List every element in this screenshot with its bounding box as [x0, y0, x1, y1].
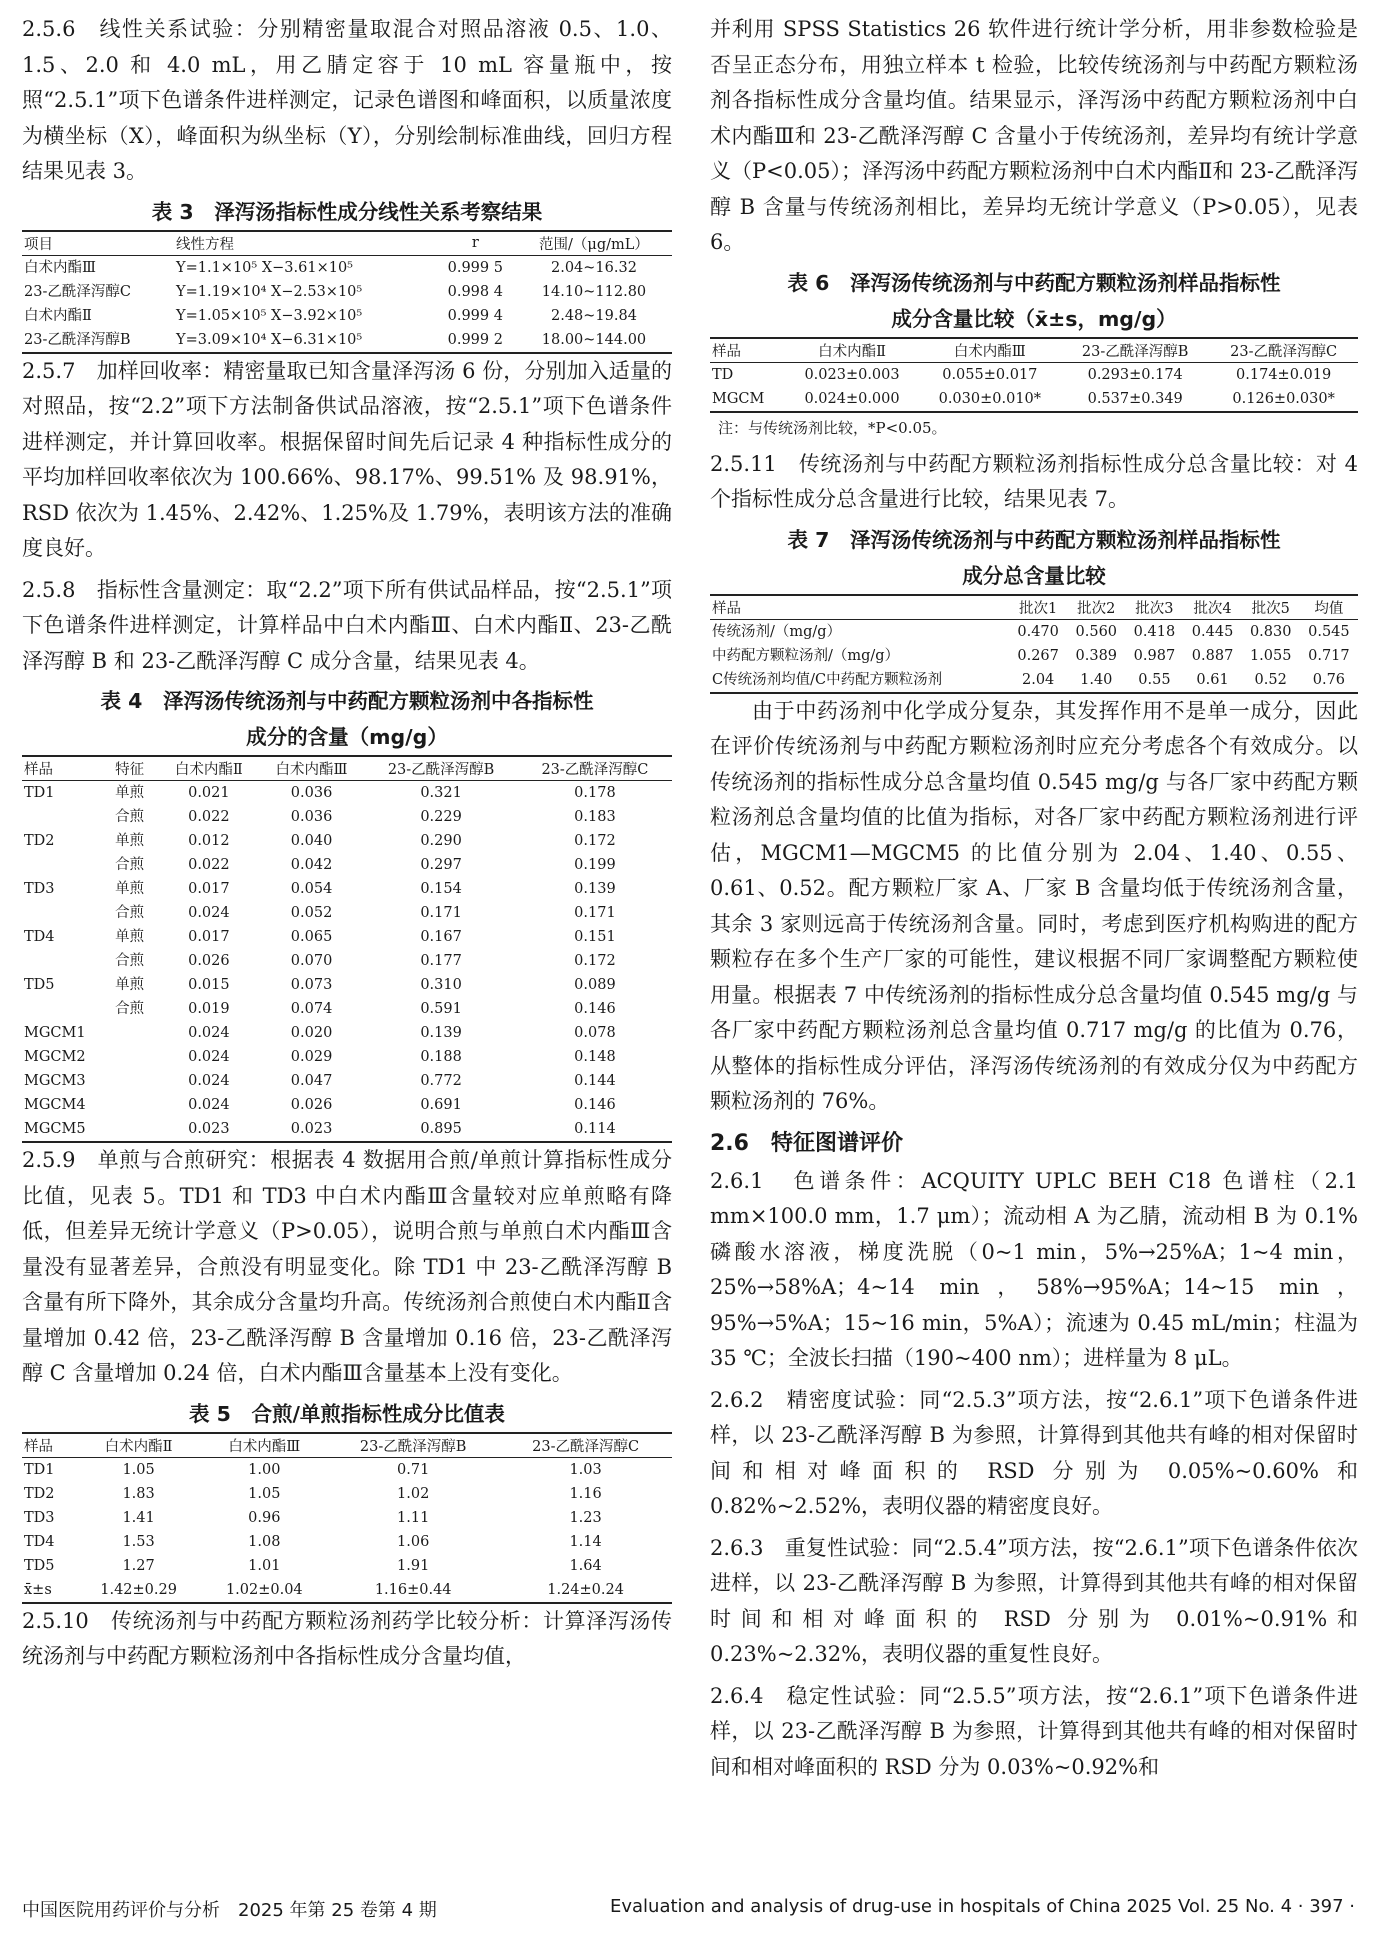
table-cell [113, 1021, 159, 1045]
table-cell: 1.01 [248, 1557, 281, 1574]
table-cell: 2.04~16.32 [551, 259, 637, 276]
table-cell [22, 901, 113, 925]
table-cell: 0.445 [1191, 623, 1234, 640]
table-cell: 23-乙酰泽泻醇B [22, 328, 174, 353]
table-cell: TD1 [24, 785, 55, 801]
table-cell: 0.052 [290, 905, 333, 921]
table-cell: 0.154 [420, 881, 462, 897]
table-cell: 0.126±0.030* [1209, 387, 1358, 412]
table-row [22, 280, 672, 304]
section-2-6-heading: 2.6 特征图谱评价 [710, 1130, 903, 1156]
table-cell: 合煎 [115, 905, 145, 921]
table-5 [22, 1432, 672, 1604]
table-cell: 合煎 [115, 857, 145, 873]
table-cell: 0.030±0.010* [918, 387, 1061, 412]
table-cell: 1.11 [397, 1509, 430, 1526]
column-header: 样品 [22, 756, 113, 781]
table-cell: 0.830 [1249, 623, 1292, 640]
column-header: 23-乙酰泽泻醇B [364, 756, 518, 781]
column-header: 白术内酯Ⅱ [786, 338, 919, 363]
table-cell: TD [712, 366, 734, 383]
column-header: 批次2 [1067, 595, 1125, 620]
table-cell [113, 1069, 159, 1093]
table-cell: 0.177 [420, 953, 462, 969]
table-cell: 0.074 [290, 1001, 333, 1017]
table-row [710, 644, 1358, 668]
table-cell: 0.691 [420, 1097, 462, 1113]
table-cell: 0.297 [420, 857, 462, 873]
table-cell: TD4 [24, 929, 55, 945]
table-cell [22, 805, 113, 829]
table-cell: 0.151 [574, 929, 616, 945]
table-cell: 1.14 [569, 1533, 602, 1550]
table-cell: 0.545 [1308, 623, 1350, 640]
table-cell: 0.71 [397, 1461, 430, 1478]
table-row [710, 387, 1358, 412]
table-cell: 0.054 [290, 881, 333, 897]
table-row [22, 1045, 672, 1069]
table-cell: MGCM3 [24, 1073, 86, 1089]
table-cell: 0.470 [1017, 623, 1059, 640]
table-3 [22, 230, 672, 354]
table-row [710, 668, 1358, 693]
table-row [22, 1117, 672, 1142]
table-cell: 0.036 [290, 809, 333, 825]
column-header: 23-乙酰泽泻醇B [1061, 338, 1209, 363]
table-cell: 1.03 [569, 1461, 602, 1478]
table-cell: 0.026 [188, 953, 230, 969]
table-cell: 0.017 [188, 929, 230, 945]
table-cell: TD4 [24, 1533, 55, 1550]
table-cell: 合煎 [115, 953, 145, 969]
table-cell: 白术内酯Ⅱ [24, 307, 92, 324]
table-cell [22, 949, 113, 973]
table-cell: x̄±s [22, 1578, 76, 1603]
column-header: 白术内酯Ⅲ [918, 338, 1061, 363]
table-7-caption-line2: 成分总含量比较 [962, 563, 1106, 588]
table-cell: 0.015 [188, 977, 230, 993]
column-header: 批次3 [1125, 595, 1183, 620]
table-row [22, 1506, 672, 1530]
table-cell: TD3 [24, 1509, 55, 1526]
table-cell [113, 1045, 159, 1069]
table-7 [710, 594, 1358, 694]
section-2-5-6: 2.5.6 线性关系试验：分别精密量取混合对照品溶液 0.5、1.0、1.5、2.0 和 4.0 mL，用乙腈定容于 10 mL 容量瓶中，按照“2.5.1”项下色谱条件进样测定，记录色谱图和峰面积，以质量浓度为横坐标（X），峰面积为纵坐标（Y），分别绘制标准曲线，回归方程结果见表 3。 [22, 17, 672, 183]
table-cell: Y=3.09×10⁴ X−6.31×10⁵ [174, 328, 435, 353]
table-row [22, 1093, 672, 1117]
table-cell: MGCM [710, 387, 786, 412]
table-cell: 1.16±0.44 [327, 1578, 499, 1603]
table-cell: 0.017 [188, 881, 230, 897]
table-row [710, 362, 1358, 387]
table-cell: 0.023 [159, 1117, 259, 1142]
column-header: 均值 [1300, 595, 1358, 620]
table-cell: 0.026 [290, 1097, 333, 1113]
table-cell [22, 853, 113, 877]
table-cell: 0.887 [1191, 647, 1234, 664]
table-cell: 0.293±0.174 [1087, 366, 1183, 383]
table-6-note: 注：与传统汤剂比较，*P<0.05。 [718, 418, 947, 437]
table-row [22, 997, 672, 1021]
table-cell: 合煎 [115, 1001, 145, 1017]
column-header: 样品 [710, 595, 1009, 620]
table-row [22, 829, 672, 853]
table-cell: 1.23 [569, 1509, 602, 1526]
table-cell: 1.055 [1249, 647, 1292, 664]
table-cell: 18.00~144.00 [516, 328, 672, 353]
table-4-caption-line1: 表 4 泽泻汤传统汤剂与中药配方颗粒汤剂中各指标性 [100, 689, 594, 713]
table-cell: 0.146 [574, 1001, 616, 1017]
table-cell: 1.40 [1067, 668, 1125, 693]
table-cell: 0.717 [1308, 647, 1350, 664]
table-cell: 0.560 [1075, 623, 1118, 640]
table-row [22, 255, 672, 280]
table-cell: 1.05 [122, 1461, 155, 1478]
section-2-6-4: 2.6.4 稳定性试验：同“2.5.5”项方法，按“2.6.1”项下色谱条件进样，以 23-乙酰泽泻醇 B 为参照，计算得到其他共有峰的相对保留时间和相对峰面积的 RSD 分为 0.03%~0.92%和 [710, 1683, 1358, 1779]
table-cell: 1.02±0.04 [201, 1578, 327, 1603]
table-cell [113, 1117, 159, 1142]
section-2-5-9: 2.5.9 单煎与合煎研究：根据表 4 数据用合煎/单煎计算指标性成分比值，见表 5。TD1 和 TD3 中白术内酯Ⅲ含量较对应单煎略有降低，但差异无统计学意义（P>0.05），说明合煎与单煎白术内酯Ⅲ含量没有显著差异，合煎没有明显变化。除 TD1 中 23-乙酰泽泻醇 B 含量有所下降外，其余成分含量均升高。传统汤剂合煎使白术内酯Ⅱ含量增加 0.42 倍，23-乙酰泽泻醇 B 含量增加 0.16 倍，23-乙酰泽泻醇 C 含量增加 0.24 倍，白术内酯Ⅲ含量基本上没有变化。 [22, 1148, 672, 1385]
table-cell: 0.070 [290, 953, 333, 969]
table-row [22, 805, 672, 829]
table-cell: 0.96 [248, 1509, 281, 1526]
table-cell: MGCM2 [24, 1049, 86, 1065]
table-cell: TD1 [24, 1461, 55, 1478]
table-cell: 0.229 [420, 809, 462, 825]
table-cell: 0.895 [364, 1117, 518, 1142]
table-cell: 0.139 [420, 1025, 462, 1041]
footer-journal-en: Evaluation and analysis of drug-use in hospitals of China 2025 Vol. 25 No. 4 · 397 · [610, 1896, 1355, 1917]
table-cell: 0.019 [188, 1001, 230, 1017]
table-cell: 0.114 [518, 1117, 672, 1142]
table-cell: 0.042 [290, 857, 333, 873]
left-column [22, 12, 672, 1681]
right-column [710, 12, 1358, 1791]
table-4 [22, 755, 672, 1143]
column-header: 白术内酯Ⅲ [201, 1433, 327, 1458]
table-4-caption-line2: 成分的含量（mg/g） [246, 725, 448, 749]
column-header: r [435, 231, 516, 256]
table-cell [22, 997, 113, 1021]
table-6 [710, 337, 1358, 413]
table-cell: 0.172 [574, 953, 616, 969]
table-cell: 0.999 2 [435, 328, 516, 353]
table-cell: 0.055±0.017 [942, 366, 1038, 383]
table-cell: MGCM1 [24, 1025, 86, 1041]
table-cell: TD2 [24, 1485, 55, 1502]
table-cell: 1.16 [569, 1485, 602, 1502]
table-cell: 0.012 [188, 833, 230, 849]
table-6-caption-line1: 表 6 泽泻汤传统汤剂与中药配方颗粒汤剂样品指标性 [787, 270, 1281, 295]
table-cell: 0.389 [1075, 647, 1118, 664]
table-cell: 0.999 4 [447, 307, 503, 324]
table-cell: 0.55 [1125, 668, 1183, 693]
table-cell: 0.144 [574, 1073, 616, 1089]
table-cell: TD5 [24, 977, 55, 993]
table-cell: 0.321 [420, 785, 462, 801]
table-cell: 0.772 [420, 1073, 462, 1089]
section-2-5-10: 2.5.10 传统汤剂与中药配方颗粒汤剂药学比较分析：计算泽泻汤传统汤剂与中药配方颗粒汤剂中各指标性成分含量均值， [22, 1608, 672, 1668]
table-cell: 单煎 [115, 881, 145, 897]
table-cell: 1.42±0.29 [76, 1578, 202, 1603]
table-cell: 0.023±0.003 [804, 366, 900, 383]
table-cell: 0.036 [290, 785, 333, 801]
table-cell: 0.024 [188, 1049, 230, 1065]
table-row [22, 1069, 672, 1093]
table-cell: 0.418 [1133, 623, 1176, 640]
table-cell: 0.591 [420, 1001, 462, 1017]
table-cell: 单煎 [115, 929, 145, 945]
table-cell: TD5 [24, 1557, 55, 1574]
table-cell: 传统汤剂/（mg/g） [712, 623, 842, 640]
table-cell: 2.04 [1009, 668, 1067, 693]
table-cell: 0.998 4 [447, 283, 503, 300]
column-header: 范围/（μg/mL） [516, 231, 672, 256]
table-row [710, 619, 1358, 644]
section-2-6-3: 2.6.3 重复性试验：同“2.5.4”项方法，按“2.6.1”项下色谱条件依次进样，以 23-乙酰泽泻醇 B 为参照，计算得到其他共有峰的相对保留时间和相对峰面积的 RSD 分别为 0.01%~0.91%和 0.23%~2.32%，表明仪器的重复性良好。 [710, 1535, 1358, 1666]
column-header: 白术内酯Ⅱ [159, 756, 259, 781]
table-cell: 1.00 [248, 1461, 281, 1478]
table-row [22, 1554, 672, 1578]
table-cell: 0.178 [574, 785, 616, 801]
table-row [22, 853, 672, 877]
table-cell: 0.029 [290, 1049, 333, 1065]
table-cell: 0.078 [574, 1025, 616, 1041]
section-2-5-11: 2.5.11 传统汤剂与中药配方颗粒汤剂指标性成分总含量比较：对 4 个指标性成分总含量进行比较，结果见表 7。 [710, 451, 1358, 511]
table-cell: 1.41 [122, 1509, 155, 1526]
column-header: 特征 [113, 756, 159, 781]
table-cell: 1.02 [397, 1485, 430, 1502]
column-header: 白术内酯Ⅲ [259, 756, 365, 781]
table-cell: 中药配方颗粒汤剂/（mg/g） [712, 647, 900, 664]
column-header: 23-乙酰泽泻醇C [499, 1433, 672, 1458]
section-2-6-2: 2.6.2 精密度试验：同“2.5.3”项方法，按“2.6.1”项下色谱条件进样，以 23-乙酰泽泻醇 B 为参照，计算得到其他共有峰的相对保留时间和相对峰面积的 RSD 分别为 0.05%~0.60% 和 0.82%~2.52%，表明仪器的精密度良好。 [710, 1387, 1358, 1518]
table-cell: 1.08 [248, 1533, 281, 1550]
table-7-caption-line1: 表 7 泽泻汤传统汤剂与中药配方颗粒汤剂样品指标性 [787, 527, 1281, 552]
table-cell: 0.172 [574, 833, 616, 849]
table-cell: Y=1.05×10⁵ X−3.92×10⁵ [176, 307, 363, 324]
table-row [22, 877, 672, 901]
table-row [22, 304, 672, 328]
column-header: 23-乙酰泽泻醇C [1209, 338, 1358, 363]
column-header: 批次4 [1183, 595, 1241, 620]
table-row [22, 1578, 672, 1603]
table-cell: 1.05 [248, 1485, 281, 1502]
table-cell: 0.148 [574, 1049, 616, 1065]
table-cell: 0.022 [188, 809, 230, 825]
table-cell: Y=1.19×10⁴ X−2.53×10⁵ [176, 283, 363, 300]
section-2-6-1: 2.6.1 色谱条件：ACQUITY UPLC BEH C18 色谱柱（2.1 mm×100.0 mm，1.7 μm）；流动相 A 为乙腈，流动相 B 为 0.1%磷酸水溶液，梯度洗脱（0~1 min，5%→25%A；1~4 min，25%→58%A；4~14 min，58%→95%A；14~15 min，95%→5%A；15~16 min，5%A）；流速为 0.45 mL/min；柱温为 35 ℃；全波长扫描（190~400 nm）；进样量为 8 μL。 [710, 1168, 1358, 1370]
table-cell: 0.290 [420, 833, 462, 849]
column-header: 批次1 [1009, 595, 1067, 620]
table-cell: 单煎 [115, 833, 145, 849]
table-cell: 2.48~19.84 [551, 307, 637, 324]
table-cell: 23-乙酰泽泻醇C [24, 283, 131, 300]
table-cell: 0.024±0.000 [786, 387, 919, 412]
table-cell: 0.139 [574, 881, 616, 897]
table-cell: 1.53 [122, 1533, 155, 1550]
table-3-caption: 表 3 泽泻汤指标性成分线性关系考察结果 [151, 199, 543, 224]
table-row [22, 1530, 672, 1554]
table-cell [113, 1093, 159, 1117]
table-cell: 0.537±0.349 [1061, 387, 1209, 412]
column-header: 白术内酯Ⅱ [76, 1433, 202, 1458]
table-cell: 0.047 [290, 1073, 333, 1089]
table-cell: 0.183 [574, 809, 616, 825]
table-cell: 0.188 [420, 1049, 462, 1065]
table-cell: 0.174±0.019 [1236, 366, 1332, 383]
table-cell: 0.999 5 [447, 259, 503, 276]
table-cell: C传统汤剂均值/C中药配方颗粒汤剂 [710, 668, 1009, 693]
table-cell: 0.199 [574, 857, 616, 873]
table-cell: 0.167 [420, 929, 462, 945]
table-cell: 0.021 [188, 785, 230, 801]
column-header: 23-乙酰泽泻醇B [327, 1433, 499, 1458]
table-cell: 单煎 [115, 785, 145, 801]
column-header: 线性方程 [174, 231, 435, 256]
section-2-5-10-continued: 并利用 SPSS Statistics 26 软件进行统计学分析，用非参数检验是否呈正态分布，用独立样本 t 检验，比较传统汤剂与中药配方颗粒汤剂各指标性成分含量均值。结果显示，泽泻汤中药配方颗粒汤剂中白术内酯Ⅲ和 23-乙酰泽泻醇 C 含量小于传统汤剂，差异均有统计学意义（P<0.05）；泽泻汤中药配方颗粒汤剂中白术内酯Ⅱ和 23-乙酰泽泻醇 B 含量与传统汤剂相比，差异均无统计学意义（P>0.05），见表 6。 [710, 17, 1358, 254]
table-cell: 0.040 [290, 833, 333, 849]
section-2-5-7: 2.5.7 加样回收率：精密量取已知含量泽泻汤 6 份，分别加入适量的对照品，按“2.2”项下方法制备供试品溶液，按“2.5.1”项下色谱条件进样测定，并计算回收率。根据保留时间先后记录 4 种指标性成分的平均加样回收率依次为 100.66%、98.17%、99.51% 及 98.91%，RSD 依次为 1.45%、2.42%、1.25%及 1.79%，表明该方法的准确度良好。 [22, 358, 672, 560]
table-cell: 0.024 [188, 1025, 230, 1041]
table-cell: 1.64 [569, 1557, 602, 1574]
table-cell: 0.065 [290, 929, 333, 945]
table-cell: 1.06 [397, 1533, 430, 1550]
table-cell: 0.089 [574, 977, 616, 993]
table-cell: 0.76 [1300, 668, 1358, 693]
table-row [22, 1457, 672, 1482]
table-cell: 0.987 [1133, 647, 1176, 664]
table-5-caption: 表 5 合煎/单煎指标性成分比值表 [189, 1401, 505, 1426]
table-cell: MGCM5 [22, 1117, 113, 1142]
table-cell: 单煎 [115, 977, 145, 993]
table-cell: 0.52 [1242, 668, 1300, 693]
table-cell: 合煎 [115, 809, 145, 825]
table-cell: 0.146 [574, 1097, 616, 1113]
table-cell: 0.024 [188, 905, 230, 921]
column-header: 项目 [22, 231, 174, 256]
table-cell: 0.171 [420, 905, 462, 921]
table-row [22, 901, 672, 925]
table-cell: Y=1.1×10⁵ X−3.61×10⁵ [176, 259, 353, 276]
table-row [22, 1021, 672, 1045]
table-row [22, 973, 672, 997]
table-row [22, 781, 672, 806]
table-row [22, 328, 672, 353]
table-row [22, 1482, 672, 1506]
table-row [22, 925, 672, 949]
table-cell: 1.83 [122, 1485, 155, 1502]
table-cell: TD3 [24, 881, 55, 897]
table-cell: 0.024 [188, 1073, 230, 1089]
table-cell: 0.310 [420, 977, 462, 993]
discussion-paragraph: 由于中药汤剂中化学成分复杂，其发挥作用不是单一成分，因此在评价传统汤剂与中药配方颗粒汤剂时应充分考虑各个有效成分。以传统汤剂的指标性成分总含量均值 0.545 mg/g 与各厂家中药配方颗粒汤剂总含量均值的比值为指标，对各厂家中药配方颗粒汤剂进行评估，MGCM1—MGCM5 的比值分别为 2.04、1.40、0.55、0.61、0.52。配方颗粒厂家 A、厂家 B 含量均低于传统汤剂含量，其余 3 家则远高于传统汤剂含量。同时，考虑到医疗机构购进的配方颗粒存在多个生产厂家的可能性，建议根据不同厂家调整配方颗粒使用量。根据表 7 中传统汤剂的指标性成分总含量均值 0.545 mg/g 与各厂家中药配方颗粒汤剂总含量均值 0.717 mg/g 的比值为 0.76，从整体的指标性成分评估，泽泻汤传统汤剂的有效成分仅为中药配方颗粒汤剂的 76%。 [710, 698, 1358, 1113]
column-header: 样品 [22, 1433, 76, 1458]
table-cell: 1.27 [122, 1557, 155, 1574]
table-row [22, 949, 672, 973]
table-cell: 1.91 [397, 1557, 430, 1574]
table-cell: 14.10~112.80 [541, 283, 647, 300]
footer-journal-cn: 中国医院用药评价与分析 2025 年第 25 卷第 4 期 [22, 1900, 437, 1921]
table-cell: 0.023 [259, 1117, 365, 1142]
table-cell: 0.267 [1017, 647, 1059, 664]
table-cell: MGCM4 [24, 1097, 86, 1113]
table-cell: TD2 [24, 833, 55, 849]
table-cell: 0.073 [290, 977, 333, 993]
table-cell: 白术内酯Ⅲ [24, 259, 96, 276]
table-cell: 0.022 [188, 857, 230, 873]
table-cell: 0.61 [1183, 668, 1241, 693]
table-6-caption-line2: 成分含量比较（x̄±s，mg/g） [891, 306, 1177, 331]
column-header: 批次5 [1242, 595, 1300, 620]
column-header: 23-乙酰泽泻醇C [518, 756, 672, 781]
table-cell: 0.024 [188, 1097, 230, 1113]
table-cell: 1.24±0.24 [499, 1578, 672, 1603]
table-cell: 0.020 [290, 1025, 333, 1041]
section-2-5-8: 2.5.8 指标性含量测定：取“2.2”项下所有供试品样品，按“2.5.1”项下色谱条件进样测定，计算样品中白术内酯Ⅲ、白术内酯Ⅱ、23-乙酰泽泻醇 B 和 23-乙酰泽泻醇 C 成分含量，结果见表 4。 [22, 577, 672, 673]
column-header: 样品 [710, 338, 786, 363]
table-cell: 0.171 [574, 905, 616, 921]
